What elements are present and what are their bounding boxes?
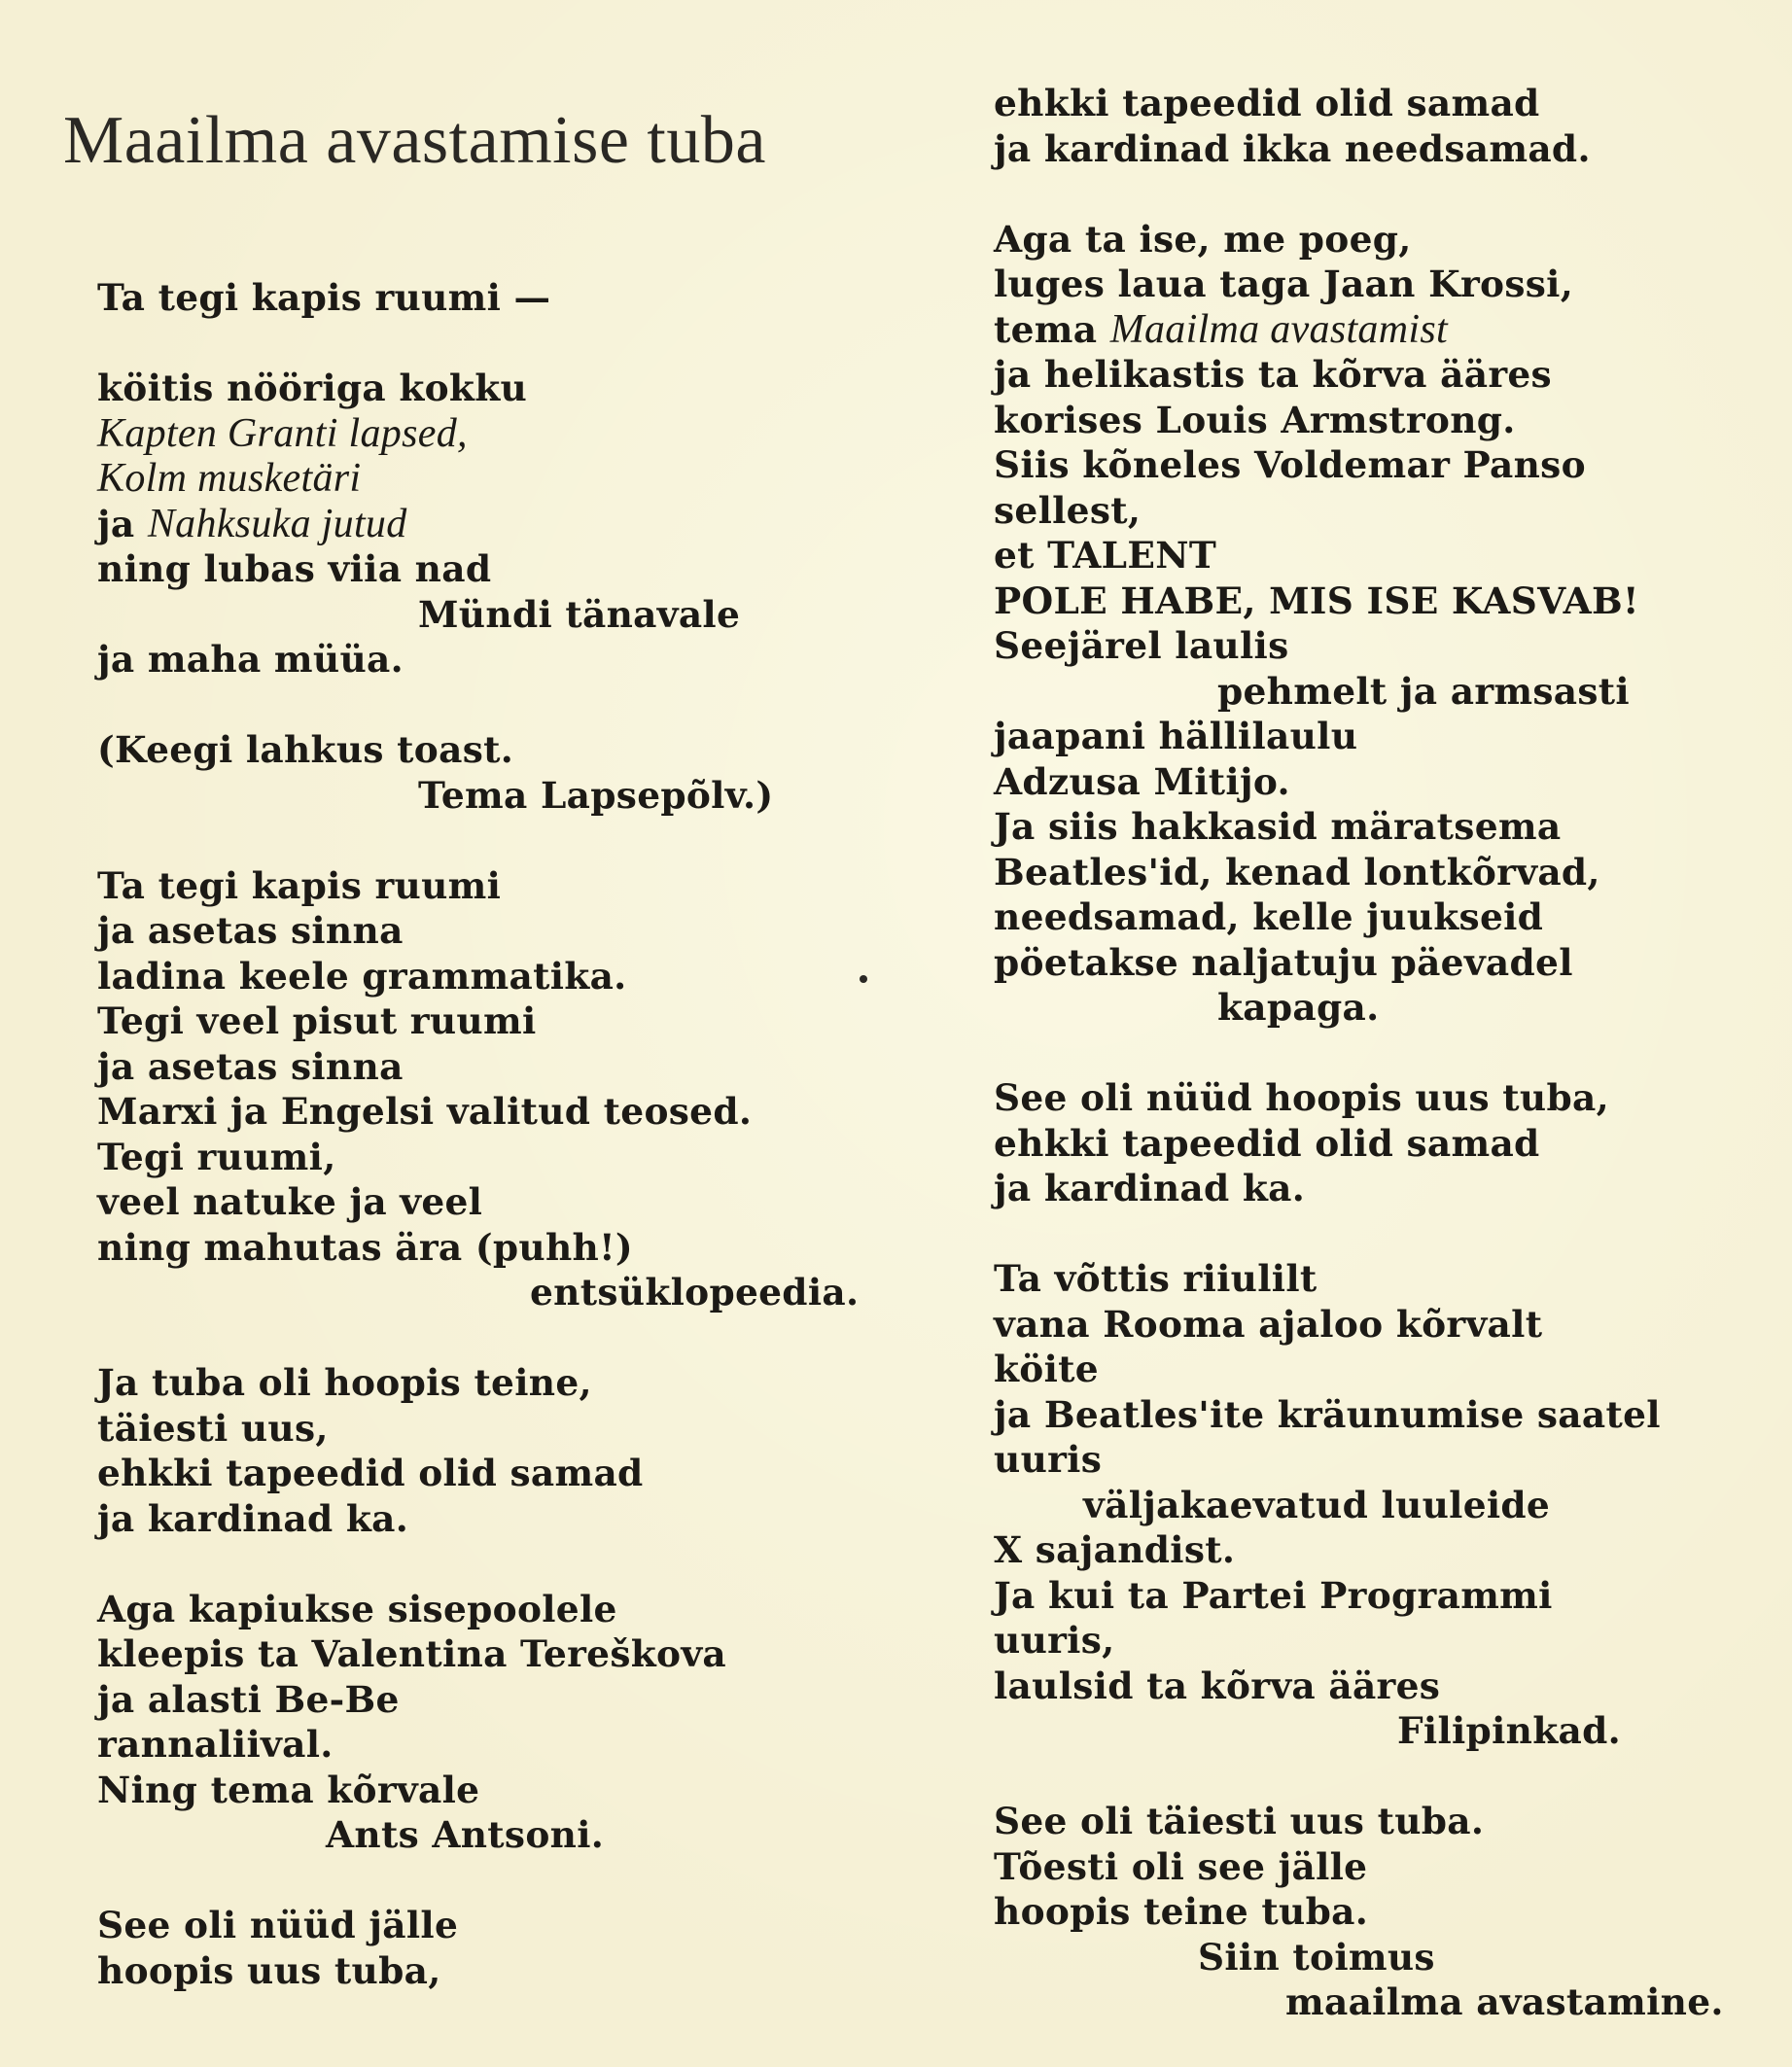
stanza-break [994,1754,1792,1800]
italic-title-text: Nahksuka jutud [147,501,407,546]
stanza-break [97,321,933,367]
stanza-break [994,1211,1792,1257]
line-text: tema [994,307,1110,351]
poem-line: POLE HABE, MIS ISE KASVAB! [994,578,1639,622]
poem-line: ladina keele grammatika. [97,954,627,998]
poem-line: Kolm musketäri [97,456,362,501]
poem-line: veel natuke ja veel [97,1180,483,1223]
poem-line: (Keegi lahkus toast. [97,728,514,771]
poem-line [994,307,1792,353]
poem-line: ning lubas viia nad [97,547,492,590]
poem-line: ehkki tapeedid olid samad [994,1121,1540,1165]
poem-line: väljakaevatud luuleide [1083,1483,1551,1526]
line-text: ja [97,502,148,545]
poem-line: X sajandist. [994,1528,1236,1571]
poem-line: Tema Lapsepõlv.) [418,773,774,817]
poem-line: täiesti uus, [97,1406,329,1450]
poem-line: sellest, [994,488,1142,532]
poem-line: Siis kõneles Voldemar Panso [994,443,1586,486]
poem-line: ehkki tapeedid olid samad [994,82,1540,124]
stanza-break [97,1541,933,1587]
poem-line: jaapani hällilaulu [994,715,1358,757]
poem-line: Ja siis hakkasid märatsema [994,805,1562,848]
poem-line: ja maha müüa. [97,638,404,681]
poem-line: köitis nööriga kokku [97,367,528,409]
poem-line: uuris, [994,1619,1115,1662]
stanza-break [97,683,933,728]
poem-line: pehmelt ja armsasti [1217,669,1630,713]
stanza-break [994,171,1792,217]
poem-line: Siin toimus [1198,1935,1435,1979]
print-speck [860,975,867,983]
poem-line: Ta võttis riiulilt [994,1257,1318,1300]
poem-line: ja helikastis ta kõrva ääres [994,353,1552,396]
poem-line: Beatles'id, kenad lontkõrvad, [994,850,1600,893]
stanza-break [97,1858,933,1904]
poem-line: Ta tegi kapis ruumi — [97,276,551,319]
poem-line: hoopis uus tuba, [97,1948,441,1992]
poem-title: Maailma avastamise tuba [63,103,766,178]
poem-line: See oli nüüd hoopis uus tuba, [994,1076,1609,1119]
poem-line: Marxi ja Engelsi valitud teosed. [97,1090,753,1133]
poem-line: et TALENT [994,534,1217,577]
poem-line: See oli täiesti uus tuba. [994,1800,1485,1842]
poem-line: Filipinkad. [1397,1709,1621,1752]
poem-line: ja kardinad ka. [994,1167,1306,1209]
poem-line: rannaliival. [97,1723,334,1766]
poem-line: uuris [994,1438,1103,1481]
poem-line: Ning tema kõrvale [97,1768,480,1811]
poem-line: Ants Antsoni. [326,1813,605,1856]
poem-line: Ja tuba oli hoopis teine, [97,1361,592,1404]
poem-line: laulsid ta kõrva ääres [994,1664,1441,1707]
poem-line: luges laua taga Jaan Krossi, [994,263,1574,305]
poem-line: kleepis ta Valentina Tereškova [97,1632,727,1675]
poem-line: maailma avastamine. [1285,1980,1724,2023]
italic-title-text: Maailma avastamist [1109,306,1448,352]
poem-line: ja asetas sinna [97,1044,404,1088]
stanza-break [97,818,933,863]
poem-line: ehkki tapeedid olid samad [97,1452,644,1494]
stanza-break [97,1315,933,1361]
poem-line: korises Louis Armstrong. [994,398,1516,441]
poem-line: Seejärel laulis [994,624,1289,667]
stanza-break [994,1031,1792,1076]
poem-line: ja Beatles'ite kräunumise saatel [994,1392,1661,1436]
poem-line: Tegi ruumi, [97,1135,336,1178]
poem-line: vana Rooma ajaloo kõrvalt [994,1302,1543,1346]
poem-line: Aga ta ise, me poeg, [994,217,1412,261]
poem-line: Ta tegi kapis ruumi [97,863,502,907]
poem-line [97,502,933,547]
poem-line: kapaga. [1217,986,1380,1029]
poem-line: ja asetas sinna [97,909,404,952]
poem-line: Mündi tänavale [418,592,741,636]
poem-line: hoopis teine tuba. [994,1890,1369,1933]
poem-line: köite [994,1348,1099,1390]
poem-line: needsamad, kelle juukseid [994,895,1544,938]
poem-line: Tõesti oli see jälle [994,1844,1368,1888]
poem-line: ja kardinad ka. [97,1496,409,1540]
poem-line: Tegi veel pisut ruumi [97,999,537,1042]
poem-line: Kapten Granti lapsed, [97,410,468,456]
left-column [97,275,933,1993]
poem-line: ja alasti Be-Be [97,1677,400,1721]
poem-line: ning mahutas ära (puhh!) [97,1225,633,1269]
poem-line: Ja kui ta Partei Programmi [994,1573,1553,1617]
poem-line: ja kardinad ikka needsamad. [994,126,1591,170]
poem-line: entsüklopeedia. [530,1271,860,1314]
poem-line: pöetakse naljatuju päevadel [994,940,1573,984]
poem-line: See oli nüüd jälle [97,1904,459,1946]
poem-line: Adzusa Mitijo. [994,759,1290,803]
poem-line: Aga kapiukse sisepoolele [97,1587,617,1630]
right-column [994,81,1792,2025]
